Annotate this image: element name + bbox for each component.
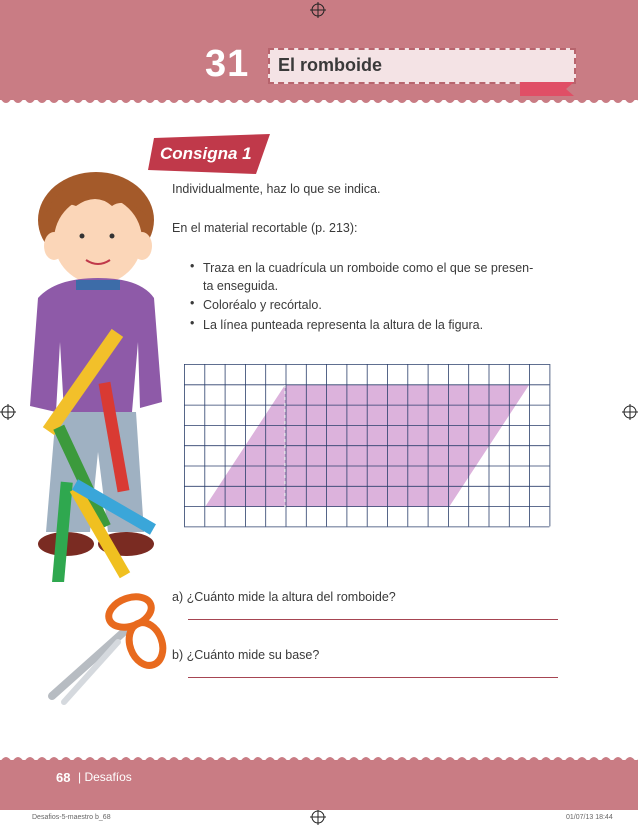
print-date: 01/07/13 18:44 xyxy=(566,814,613,821)
question-b: b) ¿Cuánto mide su base? xyxy=(172,648,320,662)
bullet-item-3: La línea punteada representa la altura de la figura. xyxy=(203,318,484,332)
bullet-marker: • xyxy=(190,259,195,273)
scissors-illustration xyxy=(38,588,168,708)
answer-line-a[interactable] xyxy=(188,619,558,620)
page-number: 68 xyxy=(56,770,71,785)
footer-band xyxy=(0,760,638,810)
print-file-name: Desafios-5-maestro b_68 xyxy=(32,814,111,821)
ribbon-decoration xyxy=(520,82,574,96)
page-section-label: | Desafíos xyxy=(78,770,132,784)
registration-mark-icon xyxy=(310,809,326,825)
header-scallop-edge xyxy=(0,98,638,108)
registration-mark-icon xyxy=(310,2,326,18)
boy-with-pencils-illustration xyxy=(16,162,166,582)
instruction-material: En el material recortable (p. 213): xyxy=(172,221,358,235)
registration-mark-icon xyxy=(0,404,16,420)
question-a: a) ¿Cuánto mide la altura del romboide? xyxy=(172,590,396,604)
bullet-marker: • xyxy=(190,316,195,330)
answer-line-b[interactable] xyxy=(188,677,558,678)
bullet-item-1: Traza en la cuadrícula un romboide como el que se presen- xyxy=(203,261,534,275)
lesson-title: El romboide xyxy=(278,55,383,75)
lesson-number: 31 xyxy=(205,43,250,85)
registration-mark-icon xyxy=(622,404,638,420)
bullet-item-1-continued: ta enseguida. xyxy=(203,279,279,293)
bullet-item-2: Coloréalo y recórtalo. xyxy=(203,298,322,312)
consigna-label: Consigna 1 xyxy=(160,144,252,163)
rhomboid-grid xyxy=(184,364,552,528)
bullet-marker: • xyxy=(190,296,195,310)
instruction-intro: Individualmente, haz lo que se indica. xyxy=(172,182,381,196)
